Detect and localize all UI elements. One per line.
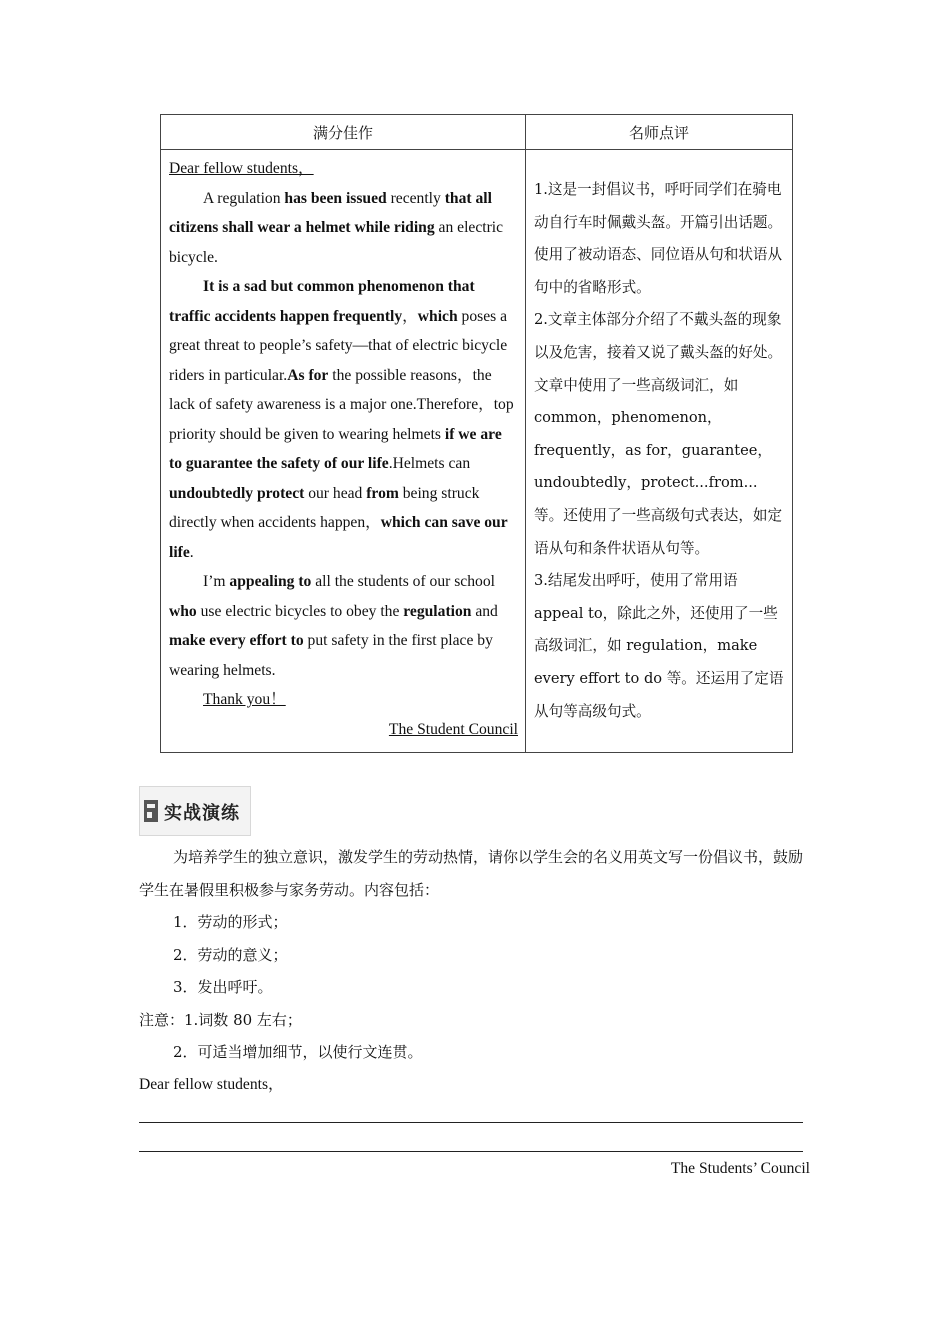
essay-signature: The Student Council [388,720,518,738]
essay-text: and [471,602,498,620]
essay-paragraph-1 [169,184,518,273]
essay-bold-phrase: which can save our life [169,514,508,561]
essay-text: an electric bicycle. [169,219,504,266]
task-item-1: 1．劳动的形式； [173,913,288,931]
section-marker-icon [144,800,158,822]
essay-text: being struck directly when accidents happen， [169,484,480,531]
section-title: 实战演练 [164,803,240,824]
comment-point-2: 2.文章主体部分介绍了不戴头盔的现象以及危害，接着又说了戴头盔的好处。文章中使用了一些高级词汇，如 common，phenomenon，frequently，as for，guarantee，undoubtedly，protect...from...等。还使用了一些高级句式表达，如定语从句和条件状语从句等。 [534,311,783,557]
essay-text: poses a great threat to people’s safety—that of electric bicycle riders in particular. [169,307,508,384]
essay-paragraph-3 [169,567,518,685]
essay-bold-phrase: regulation [403,602,472,620]
answer-signature: The Students’ Council [670,1160,810,1177]
comment-point-1: 1.这是一封倡议书，呼吁同学们在骑电动自行车时佩戴头盔。开篇引出话题。使用了被动语态、同位语从句和状语从句中的省略形式。 [534,181,783,296]
essay-text: all the students of our school [311,573,495,590]
essay-bold-phrase: from [366,484,399,502]
answer-line-1[interactable] [139,1122,803,1123]
task-note-2: 2．可适当增加细节，以使行文连贯。 [173,1043,423,1061]
essay-salutation: Dear fellow students， [169,160,314,177]
task-note-1: 注意：1.词数 80 左右； [139,1010,302,1029]
essay-bold-phrase: appealing to [229,573,312,590]
comment-cell [526,150,793,753]
essay-text: the possible reasons，the lack of safety awareness is a major one.Therefore，top priority should be given to wearing helmets [169,366,514,443]
answer-line-2[interactable] [139,1151,803,1152]
section-banner [139,786,251,836]
model-essay-table [160,114,793,753]
writing-task [139,841,813,1101]
task-prompt: 为培养学生的独立意识，激发学生的劳动热情，请你以学生会的名义用英文写一份倡议书，鼓励学生在暑假里积极参与家务劳动。内容包括： [139,848,804,899]
essay-bold-phrase: has been issued [284,189,387,207]
essay-text: our head [304,484,367,502]
essay-text: . [189,543,194,561]
essay-text: I’m [203,573,230,590]
essay-text: A regulation [203,189,285,207]
essay-text: use electric bicycles to obey the [196,602,404,620]
comment-point-3: 3.结尾发出呼吁，使用了常用语 appeal to，除此之外，还使用了一些高级词汇，如 regulation，make every effort to do 等。还运用了定语从句等高级句式。 [534,572,784,720]
header-model-essay: 满分佳作 [161,115,526,150]
essay-bold-phrase: if we are to guarantee the safety of our life [169,425,502,472]
essay-paragraph-2 [169,272,518,567]
header-teacher-comment: 名师点评 [526,115,793,150]
essay-text: ， [402,307,418,325]
essay-closing: Thank you！ [203,691,286,708]
essay-text: recently [386,189,445,207]
task-item-2: 2．劳动的意义； [173,945,288,964]
answer-salutation: Dear fellow students， [139,1075,284,1093]
essay-bold-phrase: who [169,602,197,620]
essay-cell [161,150,526,753]
essay-bold-phrase: that all citizens shall wear a helmet while riding [169,189,492,236]
essay-bold-phrase: As for [287,366,329,384]
essay-text: put safety in the first place by wearing helmets. [169,632,493,679]
task-item-3: 3．发出呼吁。 [173,978,273,996]
essay-bold-phrase: make every effort to [169,632,304,649]
essay-bold-phrase: undoubtedly protect [169,484,305,502]
essay-text: .Helmets can [388,455,471,472]
essay-bold-phrase: It is a sad but common phenomenon that traffic accidents happen frequently [169,278,475,325]
essay-bold-phrase: which [417,307,458,325]
